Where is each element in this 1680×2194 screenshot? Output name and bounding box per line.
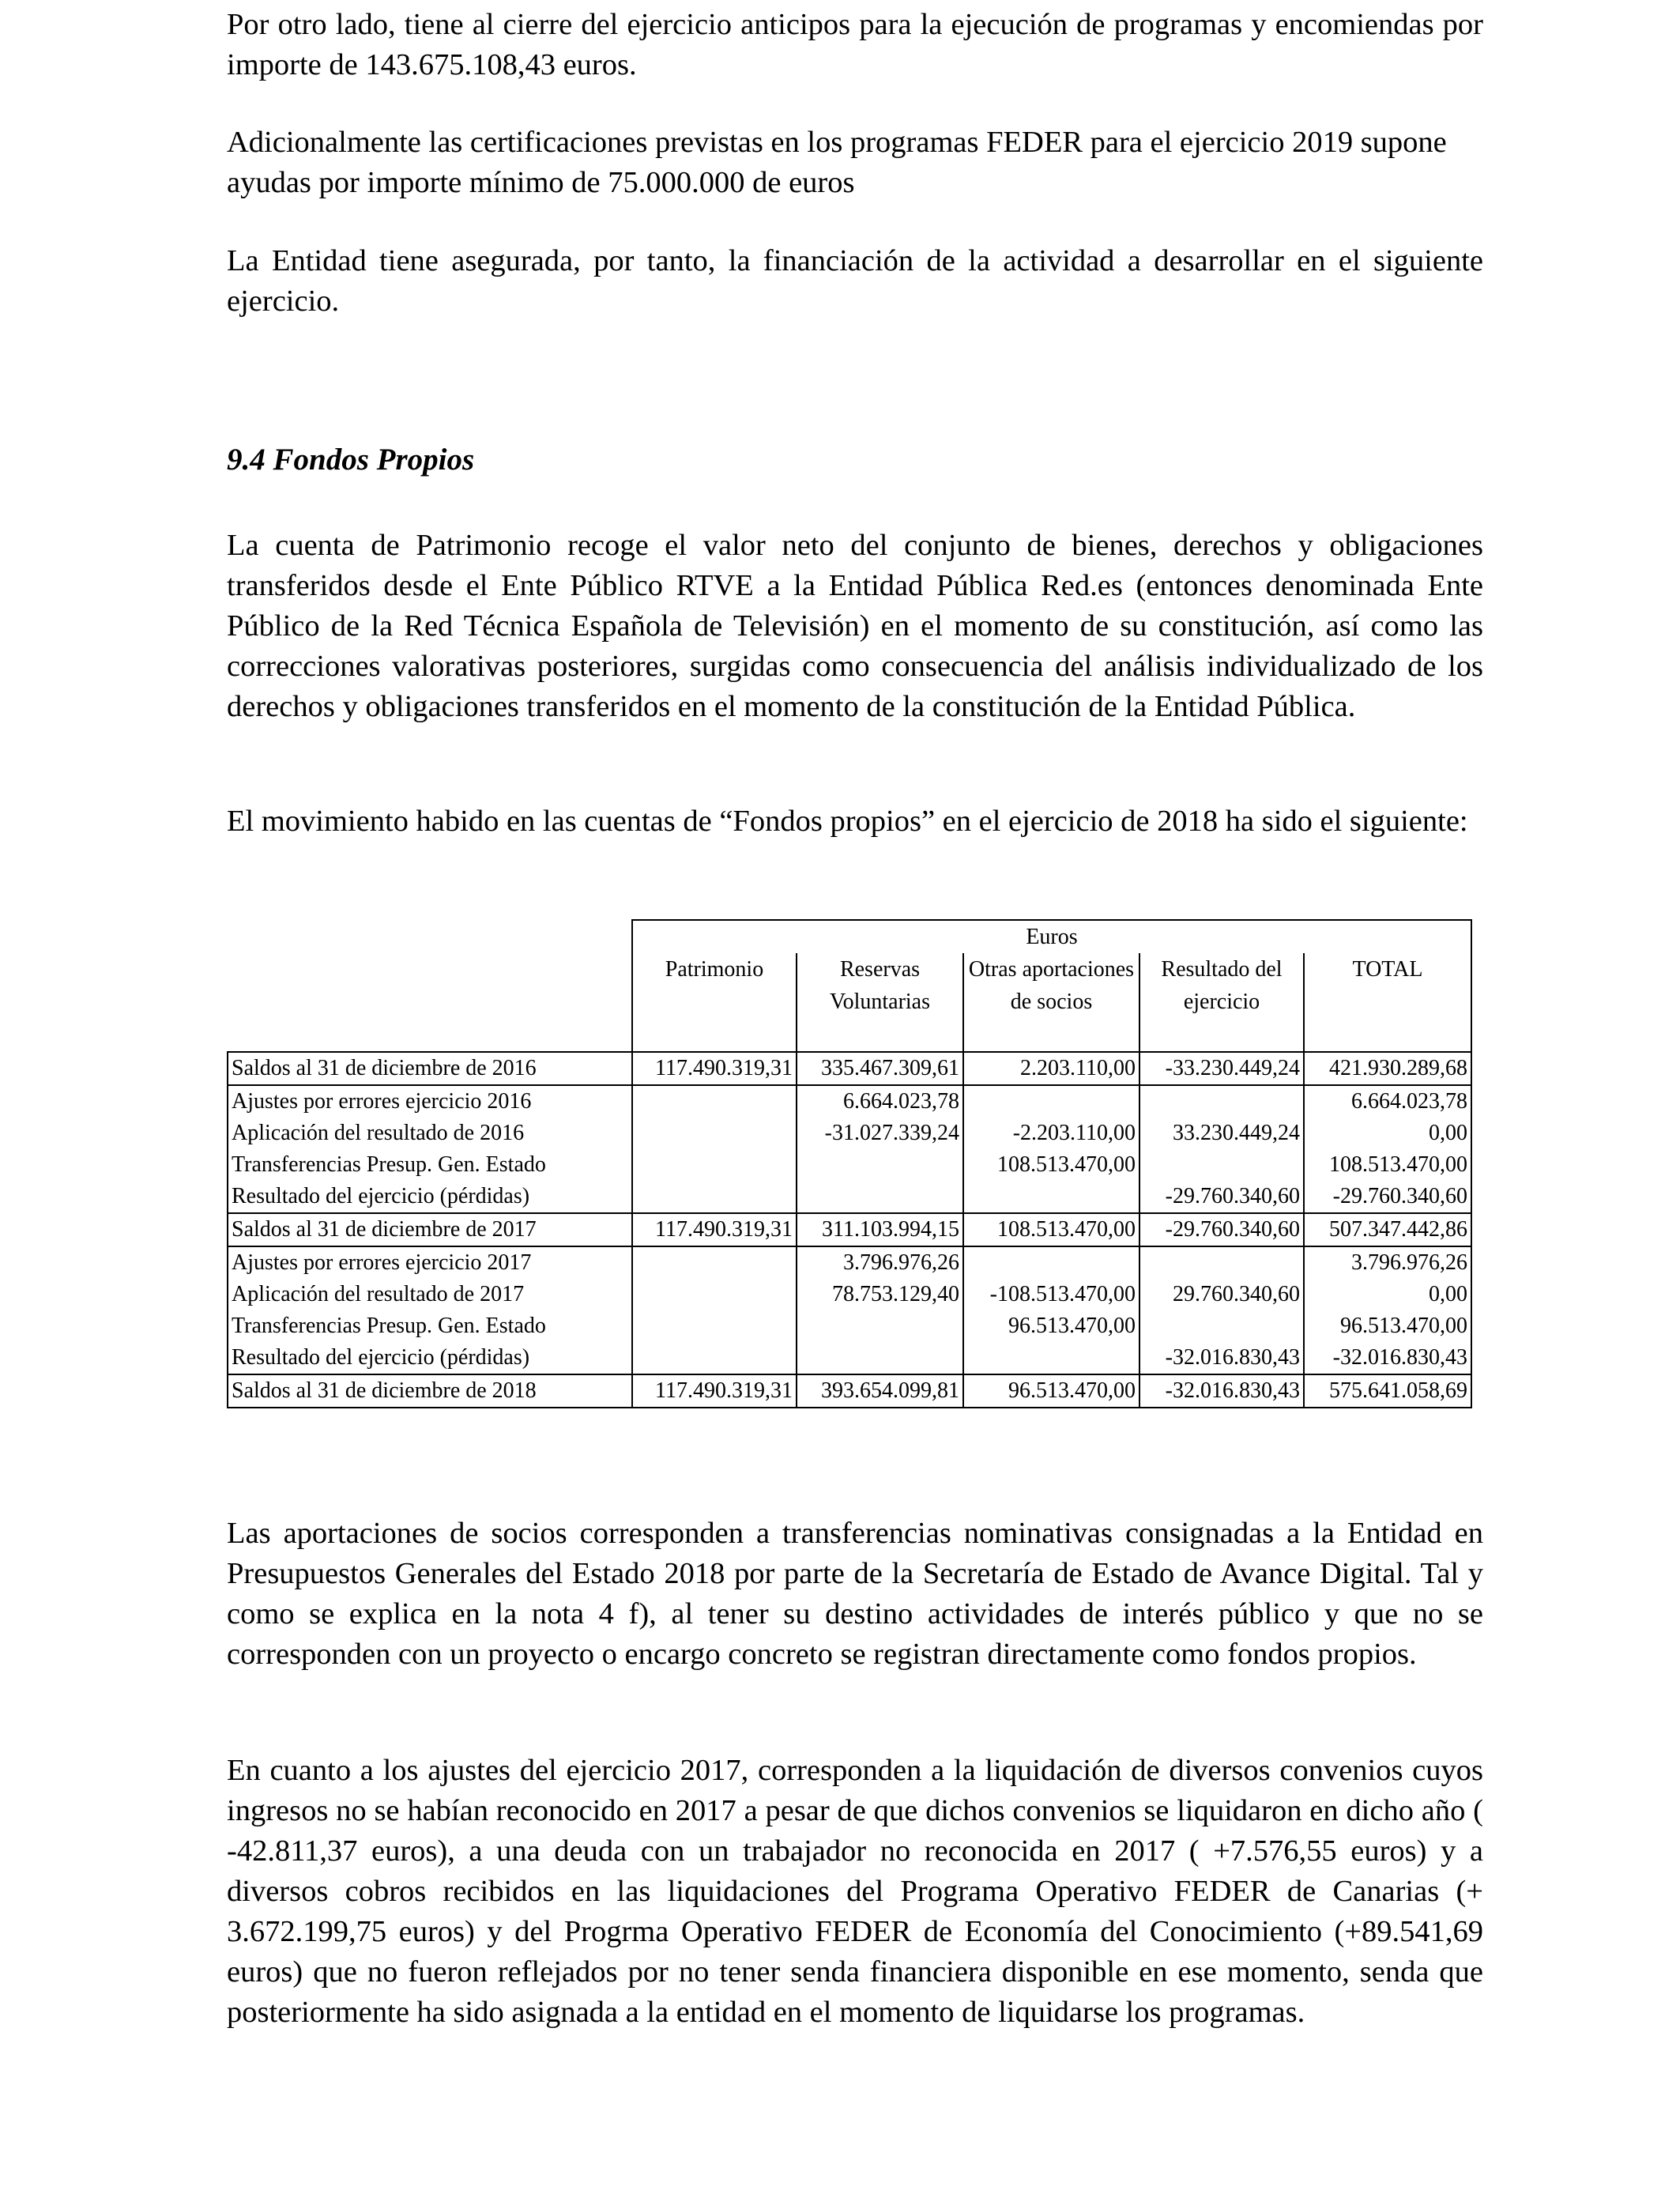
table-cell: 0,00 xyxy=(1304,1279,1471,1310)
table-cell xyxy=(632,1118,797,1149)
row-label: Transferencias Presup. Gen. Estado xyxy=(228,1149,632,1181)
paragraph-movimiento: El movimiento habido en las cuentas de “Fondos propios” en el ejercicio de 2018 ha sido el siguiente: xyxy=(227,805,1468,838)
table-cell: 0,00 xyxy=(1304,1118,1471,1149)
paragraph-aportaciones-socios: Las aportaciones de socios corresponden a transferencias nominativas consignadas a la Entidad en Presupuestos Generales del Estado 2018 por parte de la Secretaría de Estado de Avance Digital. Tal y como se explica en la nota 4 f), al tener su destino actividades de interés público y que no se corresponden con un proyecto o encargo concreto se registran directamente como fondos propios. xyxy=(227,1517,1483,1671)
table-cell xyxy=(632,1149,797,1181)
row-label: Ajustes por errores ejercicio 2017 xyxy=(228,1246,632,1279)
row-label: Resultado del ejercicio (pérdidas) xyxy=(228,1181,632,1213)
table-cell: 6.664.023,78 xyxy=(1304,1085,1471,1118)
table-currency-header-row xyxy=(228,920,1471,953)
table-cell xyxy=(797,1310,963,1342)
table-cell: 6.664.023,78 xyxy=(797,1085,963,1118)
paragraph-financiacion: La Entidad tiene asegurada, por tanto, la financiación de la actividad a desarrollar en el siguiente ejercicio. xyxy=(227,244,1483,318)
table-cell: 96.513.470,00 xyxy=(963,1374,1139,1408)
table-cell: 33.230.449,24 xyxy=(1139,1118,1304,1149)
table-cell: 393.654.099,81 xyxy=(797,1374,963,1408)
table-cell: -32.016.830,43 xyxy=(1139,1342,1304,1374)
row-label: Ajustes por errores ejercicio 2016 xyxy=(228,1085,632,1118)
table-row xyxy=(228,1213,1471,1246)
table-row xyxy=(228,1181,1471,1213)
table-cell: 117.490.319,31 xyxy=(632,1374,797,1408)
table-cell xyxy=(963,1181,1139,1213)
table-cell: 335.467.309,61 xyxy=(797,1052,963,1085)
table-cell: -29.760.340,60 xyxy=(1139,1181,1304,1213)
table-row xyxy=(228,1052,1471,1085)
table-cell: -2.203.110,00 xyxy=(963,1118,1139,1149)
table-cell: -29.760.340,60 xyxy=(1304,1181,1471,1213)
table-cell: 507.347.442,86 xyxy=(1304,1213,1471,1246)
table-cell: 117.490.319,31 xyxy=(632,1052,797,1085)
table-cell: 29.760.340,60 xyxy=(1139,1279,1304,1310)
table-cell: 96.513.470,00 xyxy=(963,1310,1139,1342)
table-cell xyxy=(1139,1149,1304,1181)
table-cell xyxy=(963,1085,1139,1118)
table-cell: -108.513.470,00 xyxy=(963,1279,1139,1310)
table-cell: -32.016.830,43 xyxy=(1304,1342,1471,1374)
column-header: Resultado del ejercicio xyxy=(1139,953,1304,1052)
currency-header: Euros xyxy=(632,920,1471,953)
column-header: Reservas Voluntarias xyxy=(797,953,963,1052)
table-row xyxy=(228,1085,1471,1118)
table-cell xyxy=(632,1310,797,1342)
table-cell: 96.513.470,00 xyxy=(1304,1310,1471,1342)
table-cell xyxy=(1139,1310,1304,1342)
row-label: Resultado del ejercicio (pérdidas) xyxy=(228,1342,632,1374)
table-cell xyxy=(632,1085,797,1118)
table-cell: 2.203.110,00 xyxy=(963,1052,1139,1085)
table-cell: 421.930.289,68 xyxy=(1304,1052,1471,1085)
paragraph-feder-certificaciones: Adicionalmente las certificaciones previstas en los programas FEDER para el ejercicio 2019 supone ayudas por importe mínimo de 75.000.000 de euros xyxy=(227,126,1447,199)
paragraph-ajustes-2017: En cuanto a los ajustes del ejercicio 2017, corresponden a la liquidación de diversos convenios cuyos ingresos no se habían reconocido en 2017 a pesar de que dichos convenios se liquidaron en dicho año ( -42.811,37 euros), a una deuda con un trabajador no reconocida en 2017 ( +7.576,55 euros) y a diversos cobros recibidos en las liquidaciones del Programa Operativo FEDER de Canarias (+ 3.672.199,75 euros) y del Progrma Operativo FEDER de Economía del Conocimiento (+89.541,69 euros) que no fueron reflejados por no tener senda financiera disponible en ese momento, senda que posteriormente ha sido asignada a la entidad en el momento de liquidarse los programas. xyxy=(227,1754,1483,2029)
fondos-propios-table xyxy=(227,919,1472,1408)
table-cell xyxy=(632,1279,797,1310)
table-cell xyxy=(1139,1085,1304,1118)
table-cell xyxy=(632,1342,797,1374)
table-body xyxy=(228,1052,1471,1408)
table-cell xyxy=(632,1246,797,1279)
row-label: Aplicación del resultado de 2016 xyxy=(228,1118,632,1149)
table-cell: 3.796.976,26 xyxy=(1304,1246,1471,1279)
table-cell: -33.230.449,24 xyxy=(1139,1052,1304,1085)
table-cell xyxy=(797,1342,963,1374)
paragraph-anticipos: Por otro lado, tiene al cierre del ejercicio anticipos para la ejecución de programas y encomiendas por importe de 143.675.108,43 euros. xyxy=(227,8,1483,81)
column-header: TOTAL xyxy=(1304,953,1471,1052)
table-column-header-row xyxy=(228,953,1471,1052)
table-cell xyxy=(632,1181,797,1213)
table-cell: -31.027.339,24 xyxy=(797,1118,963,1149)
table-cell: 108.513.470,00 xyxy=(963,1149,1139,1181)
row-label: Aplicación del resultado de 2017 xyxy=(228,1279,632,1310)
table-cell: 108.513.470,00 xyxy=(963,1213,1139,1246)
table-row xyxy=(228,1149,1471,1181)
table-cell: 108.513.470,00 xyxy=(1304,1149,1471,1181)
row-label: Transferencias Presup. Gen. Estado xyxy=(228,1310,632,1342)
table-cell: -29.760.340,60 xyxy=(1139,1213,1304,1246)
column-header: Otras aportaciones de socios xyxy=(963,953,1139,1052)
table-cell: 117.490.319,31 xyxy=(632,1213,797,1246)
table-cell: 575.641.058,69 xyxy=(1304,1374,1471,1408)
table-row xyxy=(228,1342,1471,1374)
table-cell xyxy=(797,1149,963,1181)
table-row xyxy=(228,1246,1471,1279)
table-row xyxy=(228,1279,1471,1310)
table-row xyxy=(228,1118,1471,1149)
table-cell: 311.103.994,15 xyxy=(797,1213,963,1246)
table-cell xyxy=(797,1181,963,1213)
row-label: Saldos al 31 de diciembre de 2017 xyxy=(228,1213,632,1246)
table-cell: -32.016.830,43 xyxy=(1139,1374,1304,1408)
table-cell xyxy=(963,1342,1139,1374)
section-heading: 9.4 Fondos Propios xyxy=(227,443,475,477)
table-cell: 78.753.129,40 xyxy=(797,1279,963,1310)
column-header: Patrimonio xyxy=(632,953,797,1052)
table-row xyxy=(228,1374,1471,1408)
row-label: Saldos al 31 de diciembre de 2018 xyxy=(228,1374,632,1408)
paragraph-patrimonio: La cuenta de Patrimonio recoge el valor neto del conjunto de bienes, derechos y obligaciones transferidos desde el Ente Público RTVE a la Entidad Pública Red.es (entonces denominada Ente Público de la Red Técnica Española de Televisión) en el momento de su constitución, así como las correcciones valorativas posteriores, surgidas como consecuencia del análisis individualizado de los derechos y obligaciones transferidos en el momento de la constitución de la Entidad Pública. xyxy=(227,529,1483,723)
row-label: Saldos al 31 de diciembre de 2016 xyxy=(228,1052,632,1085)
table-cell xyxy=(963,1246,1139,1279)
table-row xyxy=(228,1310,1471,1342)
table-cell xyxy=(1139,1246,1304,1279)
table-cell: 3.796.976,26 xyxy=(797,1246,963,1279)
